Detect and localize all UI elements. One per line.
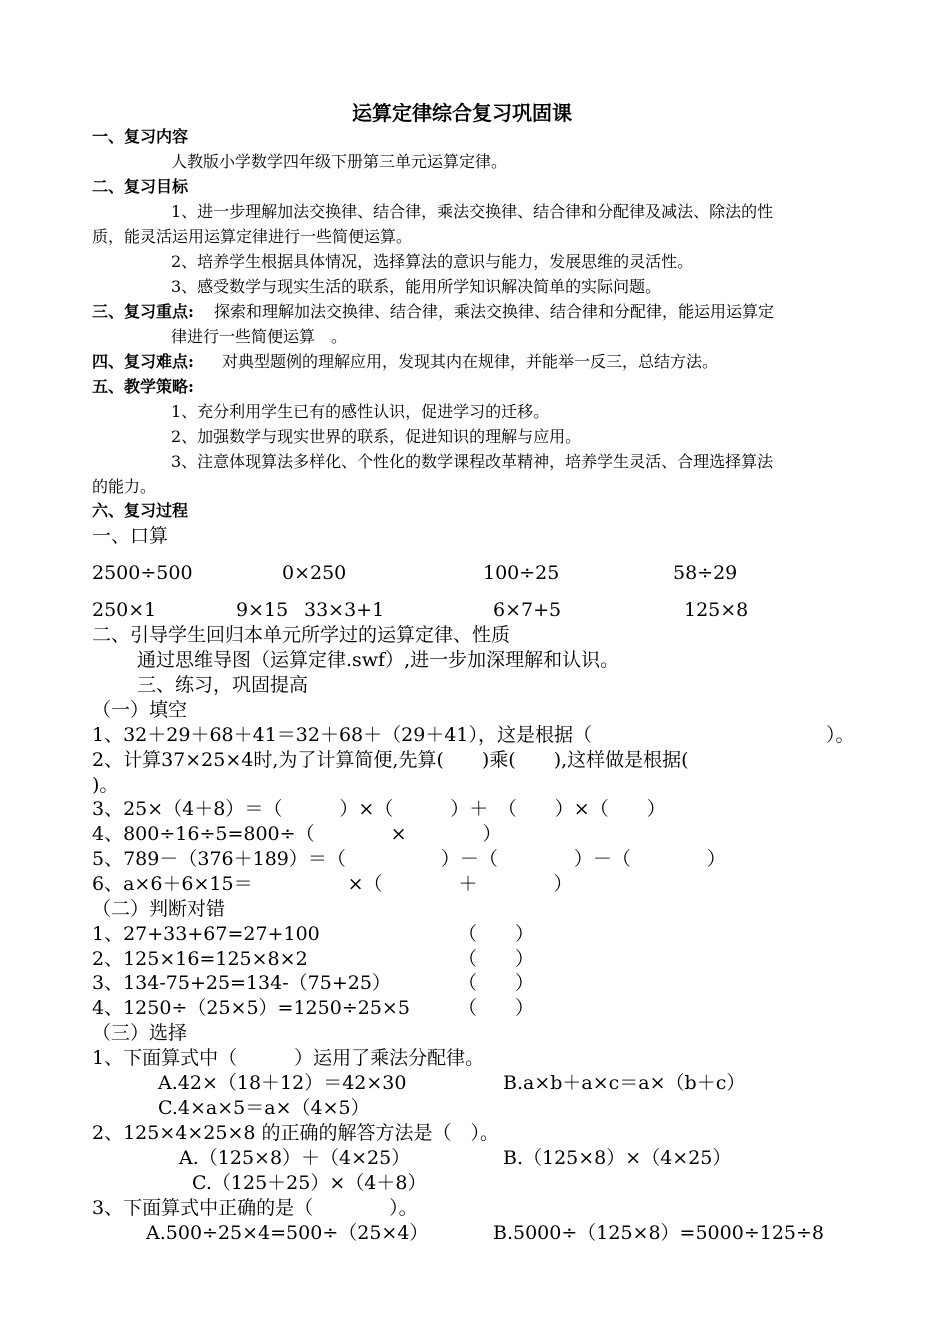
choice-option: B.（125×8）×（4×25） [503,1147,732,1169]
choice-option: C.（125＋25）×（4＋8） [192,1172,427,1194]
goal-3: 3、感受数学与现实生活的联系，能用所学知识解决简单的实际问题。 [171,277,662,296]
goal-1-line-1: 1、进一步理解加法交换律、结合律，乘法交换律、结合律和分配律及减法、除法的性 [171,202,774,221]
key-points-line-2: 律进行一些简便运算 。 [171,327,348,346]
section-heading-key-points: 三、复习重点: [92,302,194,321]
choice-option: A.500÷25×4=500÷（25×4） [146,1222,429,1244]
strategy-2: 2、加强数学与现实世界的联系，促进知识的理解与应用。 [171,427,582,446]
choice-option: A.42×（18＋12）＝42×30 [158,1072,407,1094]
judge-question: 3、134-75+25=134-（75+25） [92,972,391,994]
fill-heading: （一）填空 [92,699,188,721]
choice-question-3: 3、下面算式中正确的是（ ）。 [92,1197,418,1219]
choice-heading: （三）选择 [92,1022,188,1044]
judge-answer-paren: （ ） [458,948,535,970]
section-heading-content: 一、复习内容 [92,127,189,146]
choice-option: A.（125×8）＋（4×25） [179,1147,411,1169]
fill-question-1-end: ）。 [826,724,855,746]
oral-item: 125×8 [684,599,749,621]
oral-item: 2500÷500 [92,562,193,584]
section-heading-difficulties: 四、复习难点: [92,352,194,371]
choice-option: B.5000÷（125×8）=5000÷125÷8 [493,1222,825,1244]
oral-item: 9×15 [236,599,289,621]
section-heading-strategies: 五、教学策略: [92,377,194,396]
fill-question-5: 5、789－（376＋189）＝（ ）－（ ）－（ ） [92,848,726,870]
oral-item: 6×7+5 [493,599,562,621]
document-title: 运算定律综合复习巩固课 [352,101,572,125]
difficulties-text: 对典型题例的理解应用，发现其内在规律，并能举一反三，总结方法。 [222,352,719,371]
judge-heading: （二）判断对错 [92,898,226,920]
fill-question-1: 1、32＋29＋68＋41＝32＋68＋（29＋41），这是根据（ [92,724,593,746]
judge-answer-paren: （ ） [458,923,535,945]
practice-heading: 三、练习，巩固提高 [137,674,309,696]
strategy-3-line-1: 3、注意体现算法多样化、个性化的数学课程改革精神，培养学生灵活、合理选择算法 [171,452,774,471]
fill-question-2-end: )。 [92,774,119,796]
strategy-3-line-2: 的能力。 [92,477,157,496]
section-heading-goals: 二、复习目标 [92,177,189,196]
judge-question: 2、125×16=125×8×2 [92,948,308,970]
fill-question-3: 3、25×（4＋8）＝（ ）×（ ）＋ （ ）×（ ） [92,798,666,820]
goal-1-line-2: 质，能灵活运用运算定律进行一些简便运算。 [92,227,413,246]
oral-item: 100÷25 [483,562,560,584]
choice-option: C.4×a×5＝a×（4×5） [158,1097,370,1119]
judge-question: 1、27+33+67=27+100 [92,923,320,945]
guide-heading: 二、引导学生回归本单元所学过的运算定律、性质 [92,624,511,646]
key-points-line-1: 探索和理解加法交换律、结合律，乘法交换律、结合律和分配律，能运用运算定 [214,302,775,321]
choice-question-1: 1、下面算式中（ ）运用了乘法分配律。 [92,1047,485,1069]
oral-item: 33×3+1 [304,599,385,621]
oral-item: 250×1 [92,599,157,621]
oral-calc-heading: 一、口算 [92,525,169,547]
fill-question-6: 6、a×6＋6×15＝ ×（ ＋ ） [92,873,573,895]
judge-answer-paren: （ ） [458,997,535,1019]
oral-item: 58÷29 [673,562,738,584]
choice-option: B.a×b＋a×c＝a×（b＋c） [503,1072,746,1094]
fill-question-4: 4、800÷16÷5=800÷（ × ） [92,823,502,845]
judge-answer-paren: （ ） [458,972,535,994]
judge-question: 4、1250÷（25×5）=1250÷25×5 [92,997,410,1019]
section-heading-process: 六、复习过程 [92,501,189,520]
guide-text: 通过思维导图（运算定律.swf）,进一步加深理解和认识。 [137,649,620,671]
fill-question-2: 2、计算37×25×4时,为了计算简便,先算( )乘( ),这样做是根据( [92,749,689,771]
goal-2: 2、培养学生根据具体情况，选择算法的意识与能力，发展思维的灵活性。 [171,252,694,271]
content-text: 人教版小学数学四年级下册第三单元运算定律。 [171,152,508,171]
oral-item: 0×250 [282,562,347,584]
strategy-1: 1、充分利用学生已有的感性认识，促进学习的迁移。 [171,402,550,421]
choice-question-2: 2、125×4×25×8 的正确的解答方法是（ ）。 [92,1122,500,1144]
